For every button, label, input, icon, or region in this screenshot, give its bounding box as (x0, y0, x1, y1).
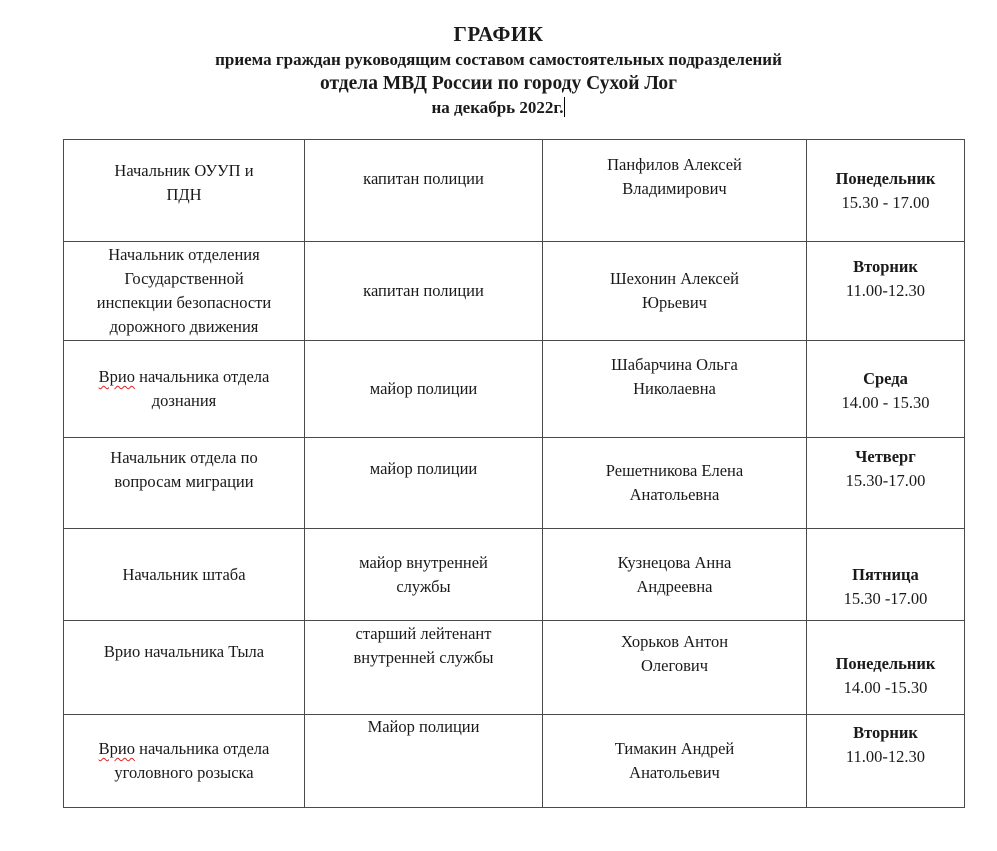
position-text: уголовного розыска (114, 763, 254, 782)
document-title: ГРАФИК (453, 22, 544, 46)
table-row (64, 341, 965, 438)
name-text: Шехонин Алексей (610, 269, 739, 288)
time-range: 14.00 -15.30 (843, 677, 928, 697)
position-cell (64, 715, 305, 808)
name-text: Хорьков Антон (620, 631, 729, 651)
rank-text: службы (396, 576, 451, 596)
name-text: Шабарчина Ольга (611, 355, 738, 374)
name-cell (543, 438, 807, 529)
name-text: Тимакин Андрей (614, 739, 735, 758)
name-text: Кузнецова Анна (617, 552, 732, 572)
reception-schedule-table (63, 139, 965, 808)
table-row (64, 621, 965, 715)
time-range: 15.30-17.00 (845, 471, 926, 490)
subtitle-line-2: отдела МВД России по городу Сухой Лог (319, 73, 678, 94)
subtitle-line-1: приема граждан руководящим составом самостоятельных подразделений (215, 50, 782, 69)
position-text-line-1 (70, 737, 298, 761)
schedule-cell (807, 341, 965, 438)
position-text-line-1 (70, 365, 298, 389)
position-text: Государственной (124, 269, 244, 288)
name-cell (543, 529, 807, 621)
rank-cell (305, 242, 543, 341)
name-text: Анатольевич (629, 763, 720, 782)
table-row (64, 242, 965, 341)
table-row (64, 438, 965, 529)
position-text: Начальник отделения (108, 245, 260, 264)
name-text: Юрьевич (642, 293, 707, 312)
position-text: Начальник штаба (122, 564, 246, 584)
name-text: Олегович (641, 655, 708, 675)
position-text: Врио начальника Тыла (103, 641, 265, 661)
position-text: дорожного движения (109, 317, 259, 336)
weekday-label: Вторник (853, 723, 918, 742)
schedule-cell (807, 529, 965, 621)
position-cell (64, 621, 305, 715)
name-text: Панфилов Алексей (607, 154, 742, 174)
name-text: Анатольевна (629, 485, 720, 504)
weekday-label: Среда (863, 369, 908, 388)
rank-text: внутренней службы (353, 647, 494, 667)
time-range: 11.00-12.30 (845, 281, 926, 300)
rank-text: майор полиции (369, 379, 478, 398)
name-cell (543, 242, 807, 341)
position-text: дознания (151, 391, 217, 410)
schedule-cell (807, 242, 965, 341)
rank-cell (305, 529, 543, 621)
position-cell (64, 438, 305, 529)
time-range: 14.00 - 15.30 (841, 393, 930, 412)
weekday-label: Понедельник (835, 168, 936, 188)
name-text: Решетникова Елена (605, 461, 744, 480)
rank-text: майор полиции (369, 459, 478, 478)
weekday-label: Четверг (855, 447, 916, 466)
text-cursor (564, 97, 565, 117)
schedule-cell (807, 438, 965, 529)
table-row (64, 529, 965, 621)
rank-cell (305, 715, 543, 808)
position-cell (64, 140, 305, 242)
rank-text: капитан полиции (363, 281, 484, 300)
schedule-cell (807, 140, 965, 242)
weekday-label: Вторник (853, 257, 918, 276)
position-text: начальника отдела (135, 367, 270, 386)
rank-text: майор внутренней (359, 552, 488, 572)
schedule-cell (807, 715, 965, 808)
schedule-cell (807, 621, 965, 715)
position-text: инспекции безопасности (96, 293, 272, 312)
subtitle-line-3-text: на декабрь 2022г. (431, 98, 564, 117)
position-text: Начальник отдела по (110, 448, 258, 467)
position-cell (64, 242, 305, 341)
position-text: вопросам миграции (114, 472, 254, 491)
position-text: ПДН (166, 184, 202, 204)
rank-cell (305, 341, 543, 438)
time-range: 15.30 -17.00 (843, 588, 928, 608)
time-range: 15.30 - 17.00 (841, 192, 930, 212)
name-text: Владимирович (622, 178, 727, 198)
table-row (64, 140, 965, 242)
spellcheck-word: Врио (98, 367, 135, 386)
name-text: Николаевна (633, 379, 716, 398)
weekday-label: Понедельник (835, 653, 936, 673)
name-text: Андреевна (636, 576, 713, 596)
name-cell (543, 715, 807, 808)
name-cell (543, 621, 807, 715)
rank-text: капитан полиции (363, 168, 484, 188)
rank-text: старший лейтенант (355, 623, 492, 643)
name-cell (543, 140, 807, 242)
position-text: Начальник ОУУП и (114, 160, 254, 180)
spellcheck-word: Врио (98, 739, 135, 758)
subtitle-line-3 (0, 97, 997, 118)
position-cell (64, 341, 305, 438)
table-row (64, 715, 965, 808)
rank-cell (305, 621, 543, 715)
position-cell (64, 529, 305, 621)
weekday-label: Пятница (852, 564, 919, 584)
rank-text: Майор полиции (367, 717, 480, 736)
name-cell (543, 341, 807, 438)
time-range: 11.00-12.30 (845, 747, 926, 766)
rank-cell (305, 438, 543, 529)
rank-cell (305, 140, 543, 242)
position-text: начальника отдела (135, 739, 270, 758)
